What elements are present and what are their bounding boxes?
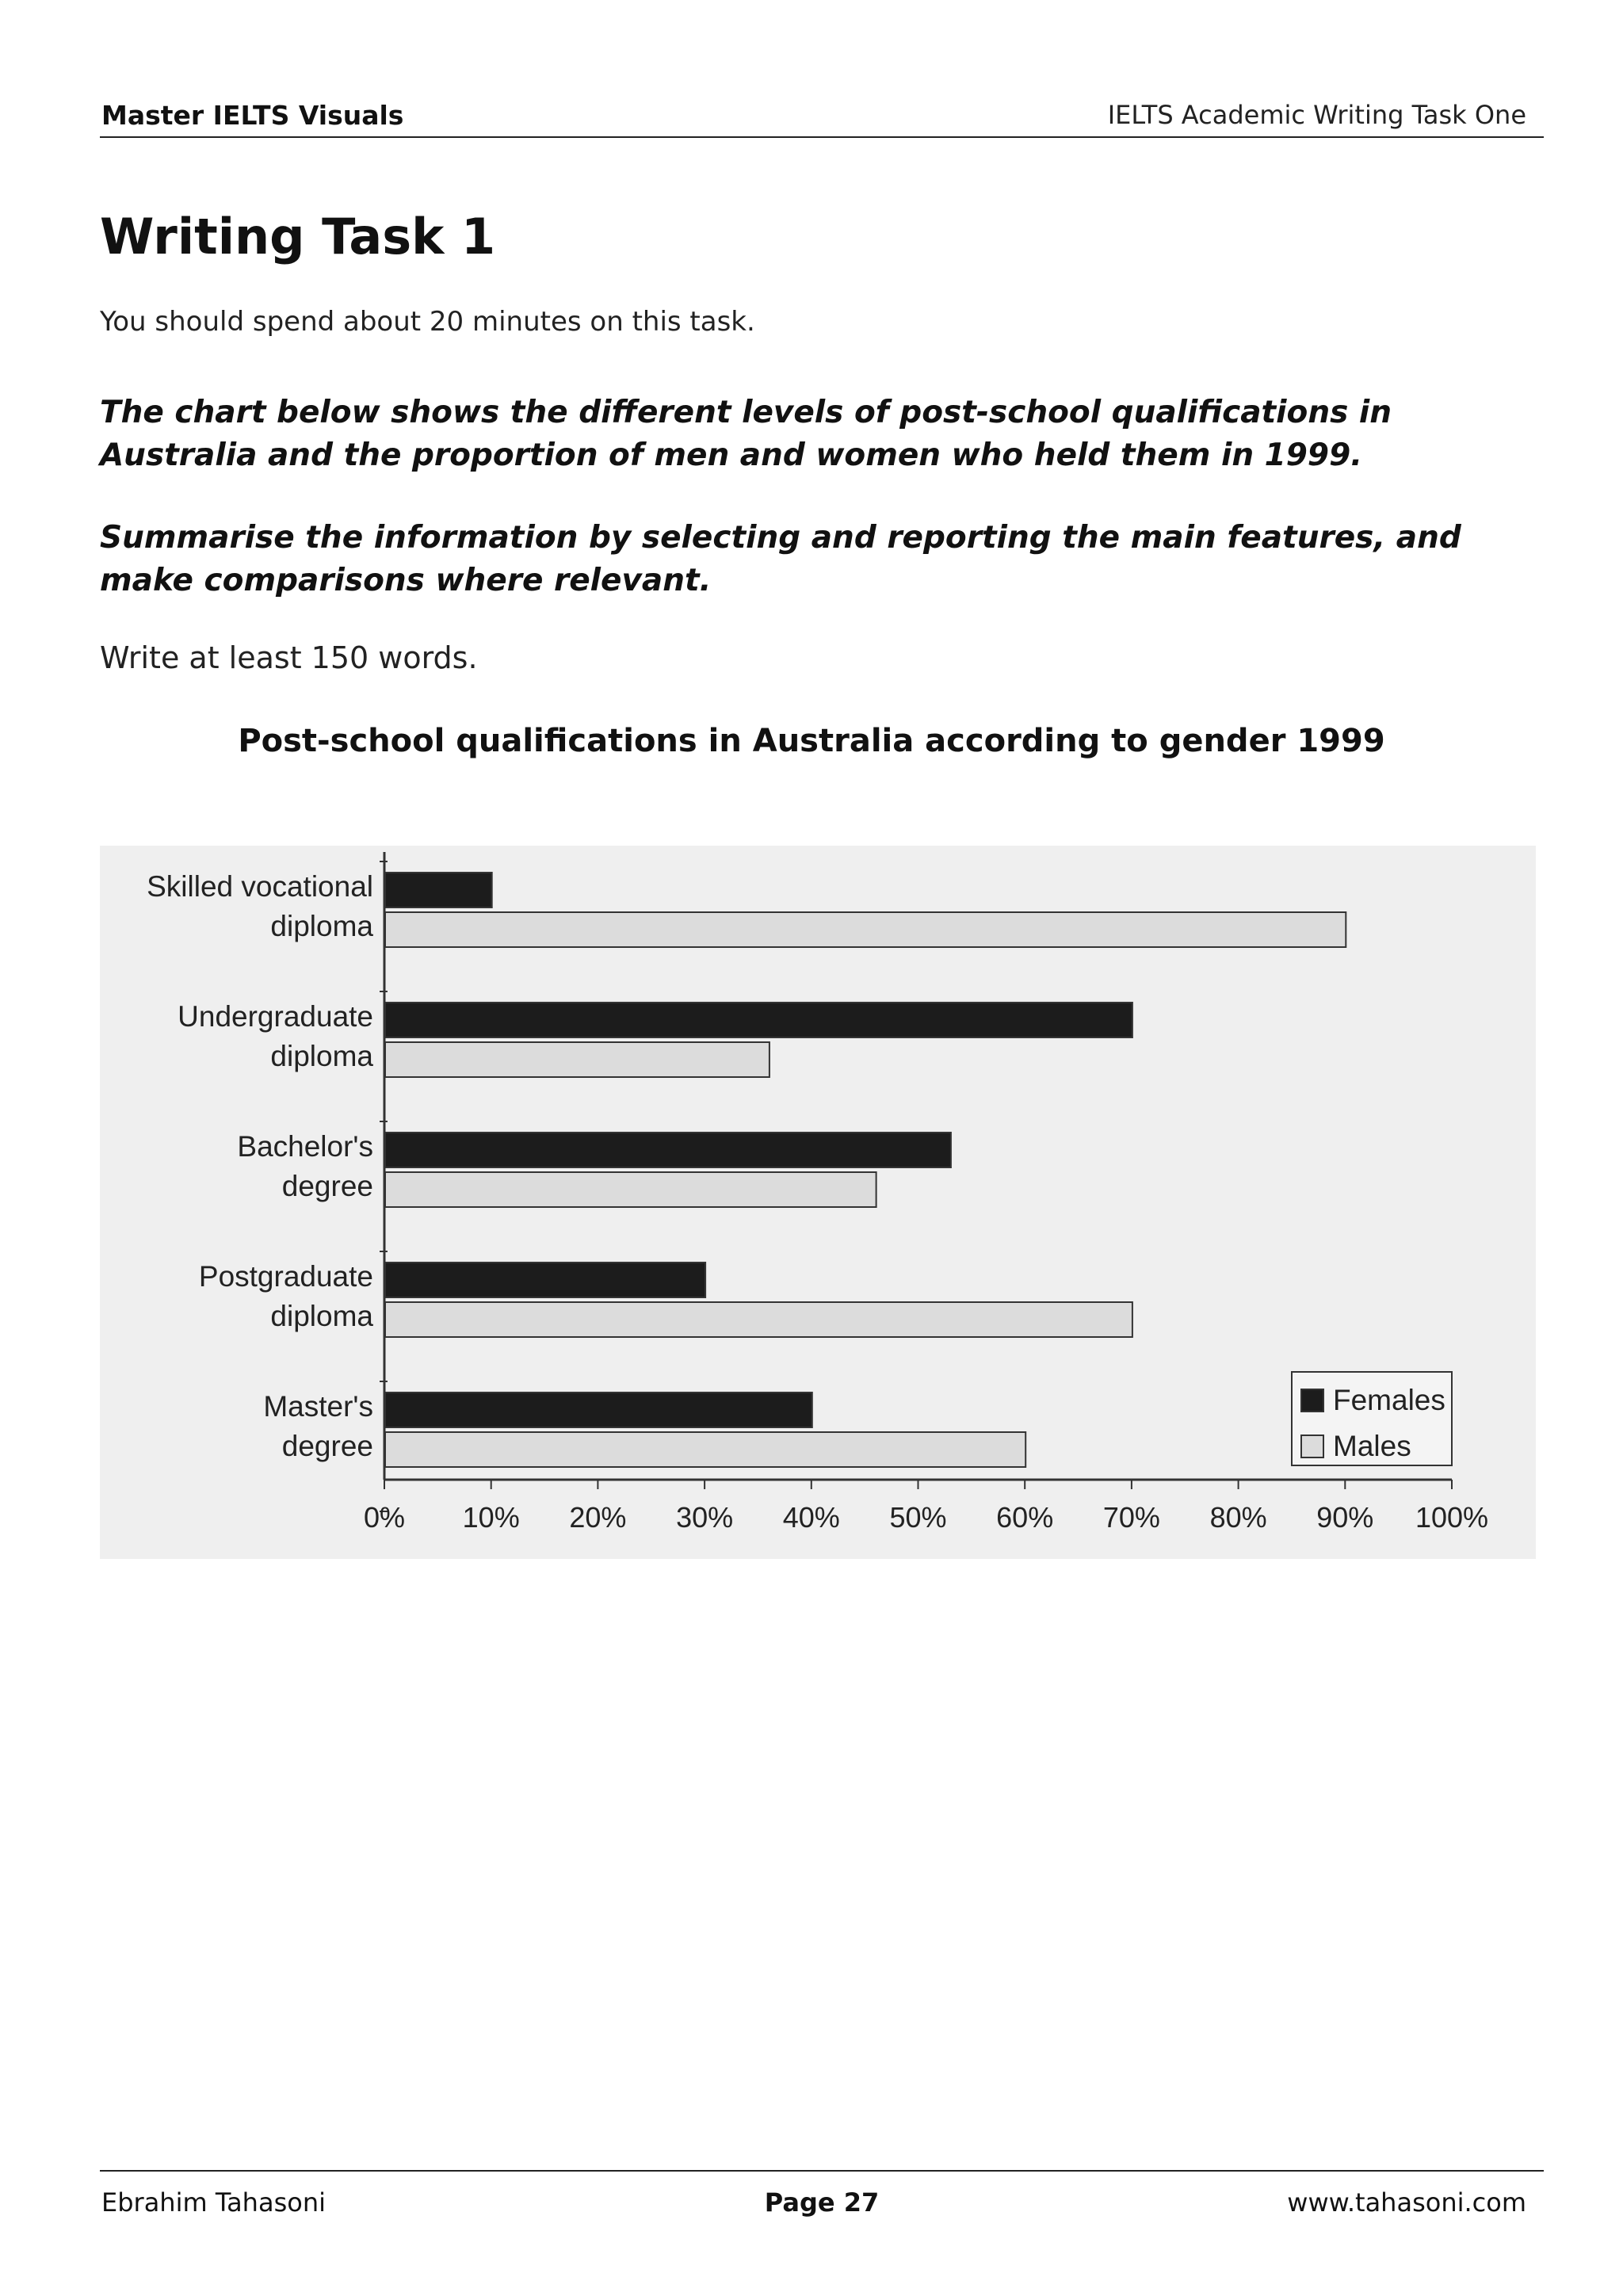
category-label-line: Postgraduate [198,1260,373,1293]
category-label [263,1390,373,1462]
x-tick-label: 30% [676,1501,734,1534]
x-tick-label: 40% [782,1501,840,1534]
page-title: Writing Task 1 [100,208,496,266]
footer-author: Ebrahim Tahasoni [101,2187,326,2218]
x-tick-label: 70% [1102,1501,1160,1534]
category-label-line: diploma [270,1040,373,1072]
x-tick-label: 20% [569,1501,627,1534]
bar-males [385,912,1346,947]
word-count-instruction: Write at least 150 words. [100,640,478,675]
category-label-line: Undergraduate [178,1000,373,1033]
page-footer [100,2170,1544,2218]
category-label [178,1000,373,1072]
category-label-line: degree [281,1430,373,1462]
bar-chart [100,846,1536,1559]
category-label-line: Skilled vocational [147,870,373,903]
bar-females [385,1003,1132,1037]
bar-males [385,1172,876,1207]
task-description: The chart below shows the different levels of post-school qualifications in Australia and the proportion of men and women who held them in 1999. [100,395,1392,473]
x-tick-label: 90% [1316,1501,1374,1534]
legend-swatch-females [1301,1389,1323,1412]
time-instruction: You should spend about 20 minutes on this task. [100,306,755,338]
x-tick-label: 80% [1209,1501,1267,1534]
bar-males [385,1042,769,1077]
category-label-line: diploma [270,1300,373,1332]
bar-females [385,873,492,907]
footer-website: www.tahasoni.com [1287,2187,1526,2218]
bar-females [385,1133,951,1167]
chart-container [100,846,1536,1559]
footer-page-number: Page 27 [764,2187,880,2218]
legend-label-males: Males [1333,1430,1411,1462]
header-book-title: Master IELTS Visuals [101,100,404,131]
bar-males [385,1302,1132,1337]
category-label [237,1130,373,1202]
category-label-line: Master's [263,1390,373,1423]
bar-females [385,1263,705,1297]
bar-females [385,1392,812,1427]
category-label [199,1260,374,1332]
x-tick-label: 50% [889,1501,947,1534]
bar-males [385,1432,1025,1467]
category-label-line: degree [281,1170,373,1202]
category-label [147,870,373,942]
legend-swatch-males [1301,1435,1323,1457]
x-tick-label: 60% [996,1501,1054,1534]
x-tick-label: 10% [462,1501,520,1534]
page-header [100,95,1544,138]
x-tick-label: 0% [363,1501,406,1534]
chart-title: Post-school qualifications in Australia according to gender 1999 [238,723,1385,759]
x-tick-label: 100% [1415,1501,1489,1534]
category-label-line: diploma [270,910,373,942]
category-label-line: Bachelor's [237,1130,373,1163]
header-section-title: IELTS Academic Writing Task One [1107,100,1526,130]
legend-label-females: Females [1333,1384,1445,1416]
task-instruction: Summarise the information by selecting and reporting the main features, and make comparisons where relevant. [100,520,1461,598]
